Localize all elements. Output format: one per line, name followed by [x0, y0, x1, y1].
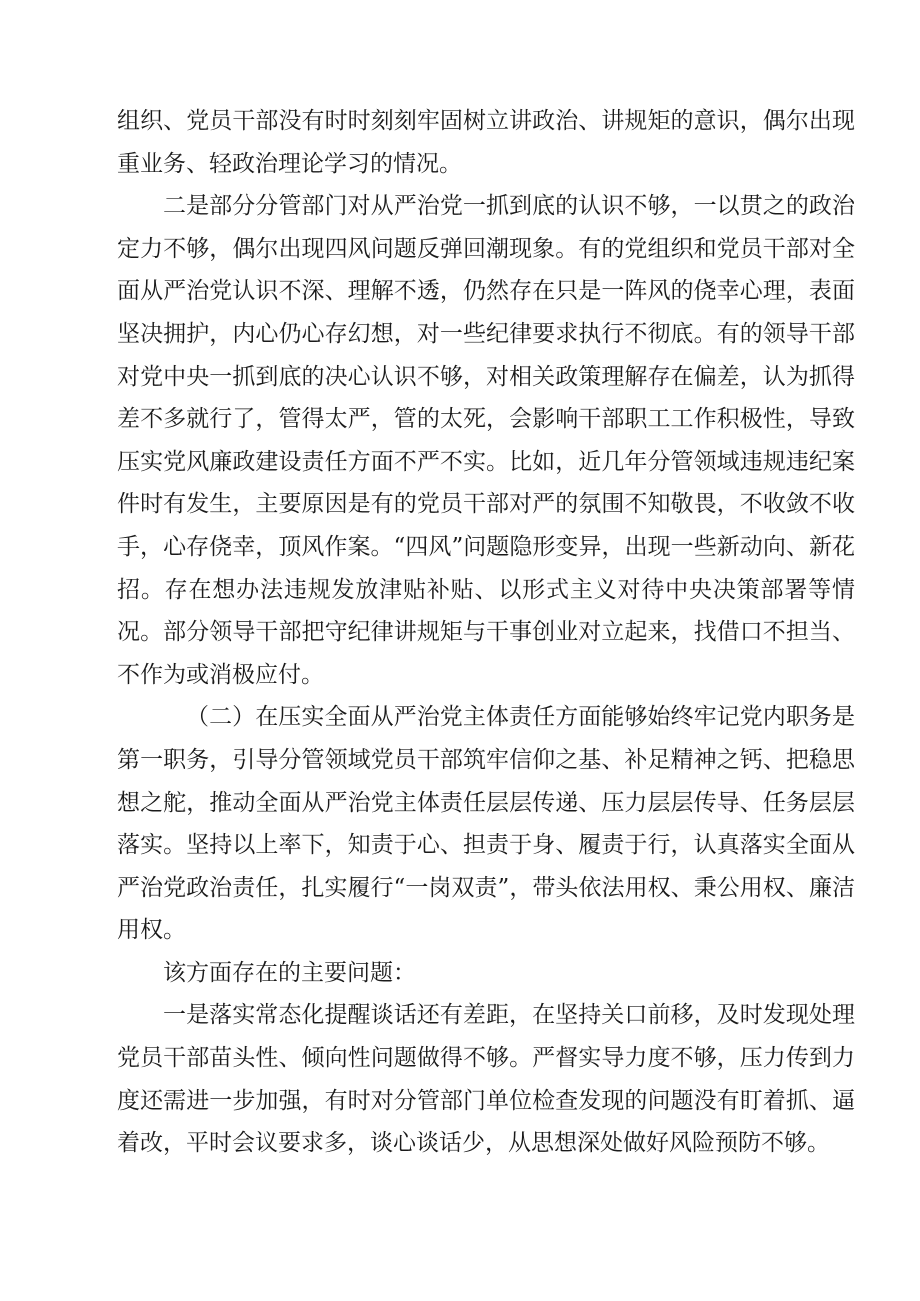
paragraph-problem-two: 二是部分分管部门对从严治党一抓到底的认识不够，一以贯之的政治定力不够，偶尔出现四风问题反弹回潮现象。有的党组织和党员干部对全面从严治党认识不深、理解不透，仍然存在只是一阵风的侥幸心理，表面坚决拥护，内心仍心存幻想，对一些纪律要求执行不彻底。有的领导干部对党中央一抓到底的决心认识不够，对相关政策理解存在偏差，认为抓得差不多就行了，管得太严，管的太死，会影响干部职工工作积极性，导致压实党风廉政建设责任方面不严不实。比如，近几年分管领域违规违纪案件时有发生，主要原因是有的党员干部对严的氛围不知敬畏，不收敛不收手，心存侥幸，顶风作案。“四风”问题隐形变异，出现一些新动向、新花招。存在想办法违规发放津贴补贴、以形式主义对待中央决策部署等情况。部分领导干部把守纪律讲规矩与干事创业对立起来，找借口不担当、不作为或消极应付。 [117, 193, 855, 688]
paragraph-continuation: 组织、党员干部没有时时刻刻牢固树立讲政治、讲规矩的意识，偶尔出现重业务、轻政治理论学习的情况。 [117, 108, 855, 177]
paragraph-main-problems-label: 该方面存在的主要问题： [163, 959, 416, 986]
document-body [117, 100, 855, 1165]
paragraph-section-two-heading: （二）在压实全面从严治党主体责任方面能够始终牢记党内职务是第一职务，引导分管领域党员干部筑牢信仰之基、补足精神之钙、把稳思想之舵，推动全面从严治党主体责任层层传递、压力层层传导、任务层层落实。坚持以上率下，知责于心、担责于身、履责于行，认真落实全面从严治党政治责任，扎实履行“一岗双责”，带头依法用权、秉公用权、廉洁用权。 [117, 704, 855, 944]
paragraph-problem-one: 一是落实常态化提醒谈话还有差距，在坚持关口前移，及时发现处理党员干部苗头性、倾向性问题做得不够。严督实导力度不够，压力传到力度还需进一步加强，有时对分管部门单位检查发现的问题没有盯着抓、逼着改，平时会议要求多，谈心谈话少，从思想深处做好风险预防不够。 [117, 1002, 855, 1157]
